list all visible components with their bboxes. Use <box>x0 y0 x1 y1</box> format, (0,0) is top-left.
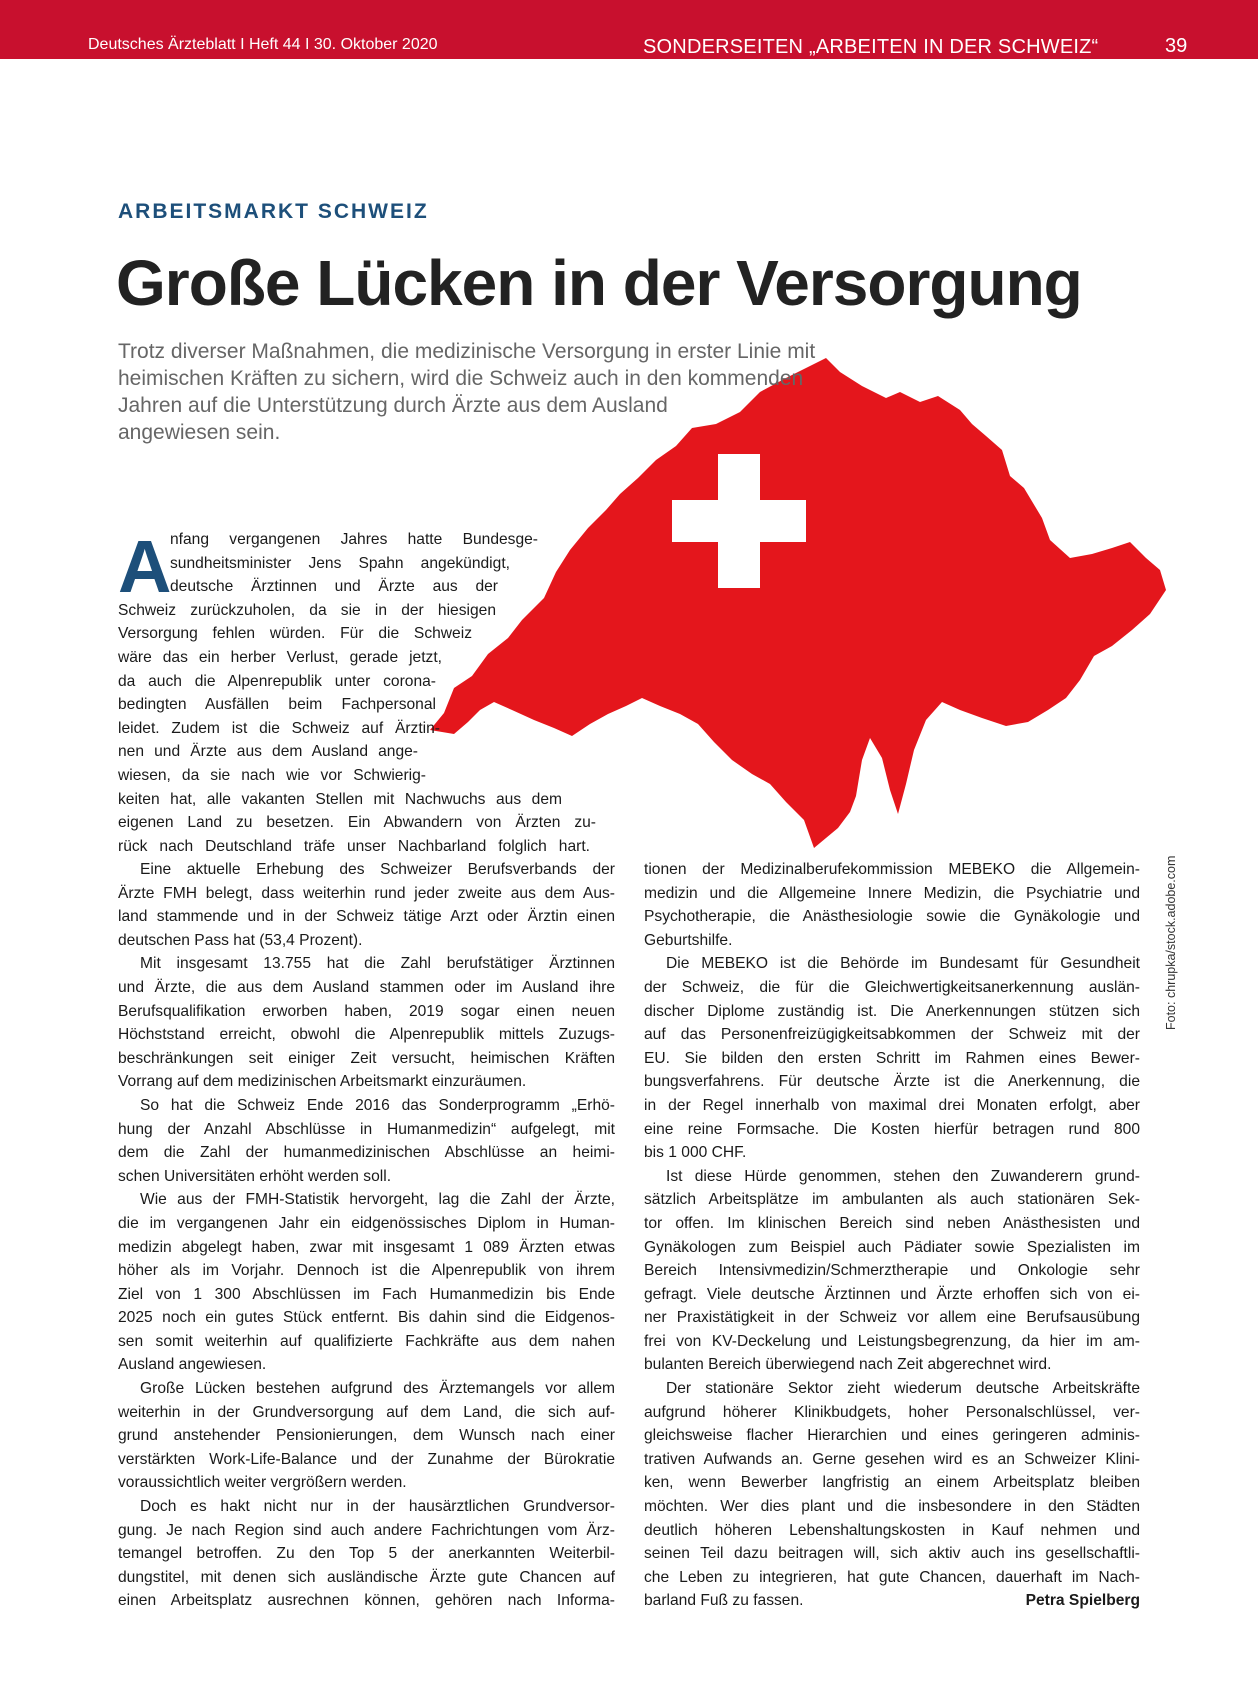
body-line: discher Diplome zuständig ist. Die Anerkennungen stützen sich <box>644 1002 1140 1020</box>
body-line: gefragt. Viele deutsche Ärztinnen und Ärzte erhoffen sich von ei- <box>644 1285 1140 1303</box>
body-line: trativen Aufwands an. Gerne gesehen wird es an Schweizer Klini- <box>644 1450 1140 1468</box>
body-line: land stammende und in der Schweiz tätige Arzt oder Ärztin einen <box>118 908 615 926</box>
intro-line: wiesen, da sie nach wie vor Schwierig- <box>118 766 426 784</box>
body-line: schen Universitäten erhöht werden soll. <box>118 1167 392 1185</box>
intro-line: nen und Ärzte aus dem Ausland ange- <box>118 743 418 761</box>
body-line: beschränkungen seit einiger Zeit versucht, heimischen Kräften <box>118 1049 615 1067</box>
body-line: einen Arbeitsplatz ausrechnen können, gehören nach Informa- <box>118 1592 615 1610</box>
intro-line: leidet. Zudem ist die Schweiz auf Ärztin- <box>118 719 440 737</box>
body-line: So hat die Schweiz Ende 2016 das Sonderprogramm „Erhö- <box>140 1096 615 1114</box>
body-line: Psychotherapie, die Anästhesiologie sowie die Gynäkologie und <box>644 908 1140 926</box>
body-line: grund anstehender Pensionierungen, dem Wunsch nach einer <box>118 1427 615 1445</box>
body-line: dungstitel, mit denen sich ausländische Ärzte gute Chancen auf <box>118 1568 615 1586</box>
drop-cap: A <box>118 525 172 608</box>
body-line: aufgrund höherer Klinikbudgets, hoher Personalschlüssel, ver- <box>644 1403 1140 1421</box>
body-line: Doch es hakt nicht nur in der hausärztlichen Grundversor- <box>140 1498 615 1516</box>
article-title: Große Lücken in der Versorgung <box>116 247 1082 319</box>
lead-line: heimischen Kräften zu sichern, wird die Schweiz auch in den kommenden <box>118 367 804 390</box>
intro-line: eigenen Land zu besetzen. Ein Abwandern von Ärzten zu- <box>118 814 596 832</box>
body-line: und Ärzte, die aus dem Ausland stammen oder im Ausland ihre <box>118 978 615 996</box>
body-line: Die MEBEKO ist die Behörde im Bundesamt für Gesundheit <box>666 955 1140 973</box>
body-line: gung. Je nach Region sind auch andere Fachrichtungen vom Ärz- <box>118 1521 615 1539</box>
body-line: verstärkten Work-Life-Balance und der Zunahme der Bürokratie <box>118 1450 615 1468</box>
body-line: bis 1 000 CHF. <box>644 1144 747 1162</box>
intro-line: sundheitsminister Jens Spahn angekündigt, <box>170 554 510 572</box>
body-line: frei von KV-Deckelung und Leistungsbegrenzung, da hier im am- <box>644 1332 1140 1350</box>
body-line: in der Regel innerhalb von maximal drei Monaten erfolgt, aber <box>644 1096 1140 1114</box>
body-line: Eine aktuelle Erhebung des Schweizer Berufsverbands der <box>140 861 615 878</box>
body-line: tionen der Medizinalberufekommission MEBEKO die Allgemein- <box>644 861 1140 878</box>
body-line: che Leben zu integrieren, hat gute Chancen, dauerhaft im Nach- <box>644 1568 1140 1586</box>
body-line: sätzlich Arbeitsplätze im ambulanten als auch stationären Sek- <box>644 1191 1140 1209</box>
body-line: Höchststand erreicht, obwohl die Alpenrepublik mittels Zuzugs- <box>118 1026 615 1044</box>
body-line: der Schweiz, die für die Gleichwertigkeitsanerkennung auslän- <box>644 978 1140 996</box>
body-line: Berufsqualifikation erworben haben, 2019 sogar einen neuen <box>118 1002 615 1020</box>
article-column-2 <box>644 858 1140 1613</box>
body-line: Ärzte FMH belegt, dass weiterhin rund jeder zweite aus dem Aus- <box>118 884 615 902</box>
body-line: Geburtshilfe. <box>644 931 733 949</box>
body-line: EU. Sie bilden den ersten Schritt im Rahmen eines Bewer- <box>644 1049 1140 1067</box>
body-line: möchten. Wer dies plant und die insbesondere in den Städten <box>644 1498 1140 1516</box>
body-line: sen somit weiterhin auf qualifizierte Fachkräfte aus dem nahen <box>118 1332 615 1350</box>
body-line: die im vergangenen Jahr ein eidgenössisches Diplom in Human- <box>118 1214 615 1232</box>
page-header <box>0 0 1258 59</box>
lead-line: angewiesen sein. <box>118 421 281 444</box>
body-line: Ziel von 1 300 Abschlüssen im Fach Humanmedizin bis Ende <box>118 1285 615 1303</box>
article-intro <box>118 525 596 858</box>
body-line: weiterhin in der Grundversorgung auf dem Land, die sich auf- <box>118 1403 615 1421</box>
body-line: ken, wenn Bewerber langfristig an einem Arbeitsplatz bleiben <box>644 1474 1140 1492</box>
body-line <box>644 1589 1140 1613</box>
body-line: Große Lücken bestehen aufgrund des Ärztemangels vor allem <box>140 1380 615 1398</box>
body-line: Ist diese Hürde genommen, stehen den Zuwanderern grund- <box>666 1167 1140 1185</box>
body-line: medizin und die Allgemeine Innere Medizin, die Psychiatrie und <box>644 884 1140 902</box>
section-title: SONDERSEITEN „ARBEITEN IN DER SCHWEIZ“ <box>643 36 1099 58</box>
photo-credit: Foto: chrupka/stock.adobe.com <box>1164 855 1178 1030</box>
body-line: bungsverfahrens. Für deutsche Ärzte ist die Anerkennung, die <box>644 1073 1140 1091</box>
intro-line: keiten hat, alle vakanten Stellen mit Nachwuchs aus dem <box>118 790 562 808</box>
body-line: tor offen. Im klinischen Bereich sind neben Anästhesisten und <box>644 1214 1140 1232</box>
body-line: deutlich höheren Lebenshaltungskosten in Kauf nehmen und <box>644 1521 1140 1539</box>
intro-line: rück nach Deutschland träfe unser Nachbarland folglich hart. <box>118 837 590 855</box>
body-line: höher als im Vorjahr. Dennoch ist die Alpenrepublik von ihrem <box>118 1262 615 1280</box>
body-line-text: barland Fuß zu fassen. <box>644 1592 804 1610</box>
body-line: gleichsweise flacher Hierarchien und eines geringeren adminis- <box>644 1427 1140 1445</box>
body-line: temangel betroffen. Zu den Top 5 der anerkannten Weiterbil- <box>118 1545 615 1563</box>
body-line: Ausland angewiesen. <box>118 1356 267 1374</box>
article-lead <box>118 338 878 446</box>
author-name: Petra Spielberg <box>1025 1592 1140 1610</box>
body-line: auf das Personenfreizügigkeitsabkommen der Schweiz mit der <box>644 1026 1140 1044</box>
body-line: 2025 noch ein gutes Stück entfernt. Bis dahin sind die Eidgenos- <box>118 1309 615 1327</box>
article-column-1 <box>118 858 615 1613</box>
intro-line: wäre das ein herber Verlust, gerade jetzt, <box>118 648 442 666</box>
lead-line: Trotz diverser Maßnahmen, die medizinische Versorgung in erster Linie mit <box>118 340 816 363</box>
body-line: hung der Anzahl Abschlüsse in Humanmedizin“ aufgelegt, mit <box>118 1120 615 1138</box>
body-line: voraussichtlich weiter vergrößern werden. <box>118 1474 407 1492</box>
article-kicker: ARBEITSMARKT SCHWEIZ <box>118 200 429 223</box>
body-line: Vorrang auf dem medizinischen Arbeitsmarkt einzuräumen. <box>118 1073 527 1091</box>
body-line: Mit insgesamt 13.755 hat die Zahl berufstätiger Ärztinnen <box>140 955 615 973</box>
intro-line: Schweiz zurückzuholen, da sie in der hiesigen <box>118 601 496 619</box>
body-line: bulanten Bereich überwiegend nach Zeit abgerechnet wird. <box>644 1356 1052 1374</box>
body-line: seinen Teil dazu beitragen will, sich aktiv auch ins gesellschaftli- <box>644 1545 1140 1563</box>
intro-line: da auch die Alpenrepublik unter corona- <box>118 672 436 690</box>
body-line: medizin abgelegt haben, zwar mit insgesamt 1 089 Ärzten etwas <box>118 1238 615 1256</box>
intro-line: bedingten Ausfällen beim Fachpersonal <box>118 696 436 714</box>
intro-line: nfang vergangenen Jahres hatte Bundesge- <box>170 531 538 548</box>
lead-line: Jahren auf die Unterstützung durch Ärzte aus dem Ausland <box>118 394 668 417</box>
body-line: Der stationäre Sektor zieht wiederum deutsche Arbeitskräfte <box>666 1380 1140 1398</box>
intro-line: Versorgung fehlen würden. Für die Schweiz <box>118 625 472 643</box>
body-line: deutschen Pass hat (53,4 Prozent). <box>118 931 363 949</box>
body-line: Bereich Intensivmedizin/Schmerztherapie und Onkologie sehr <box>644 1262 1140 1280</box>
page-number: 39 <box>1165 35 1188 57</box>
intro-line: deutsche Ärztinnen und Ärzte aus der <box>170 578 498 596</box>
body-line: eine reine Formsache. Die Kosten hierfür betragen rund 800 <box>644 1120 1140 1138</box>
body-line: dem die Zahl der humanmedizinischen Abschlüsse an heimi- <box>118 1144 615 1162</box>
body-line: ner Praxistätigkeit in der Schweiz vor allem eine Berufsausübung <box>644 1309 1140 1327</box>
body-line: Wie aus der FMH-Statistik hervorgeht, lag die Zahl der Ärzte, <box>140 1191 615 1209</box>
issue-info: Deutsches Ärzteblatt I Heft 44 I 30. Oktober 2020 <box>88 36 438 53</box>
body-line: Gynäkologen zum Beispiel auch Pädiater sowie Spezialisten im <box>644 1238 1140 1256</box>
